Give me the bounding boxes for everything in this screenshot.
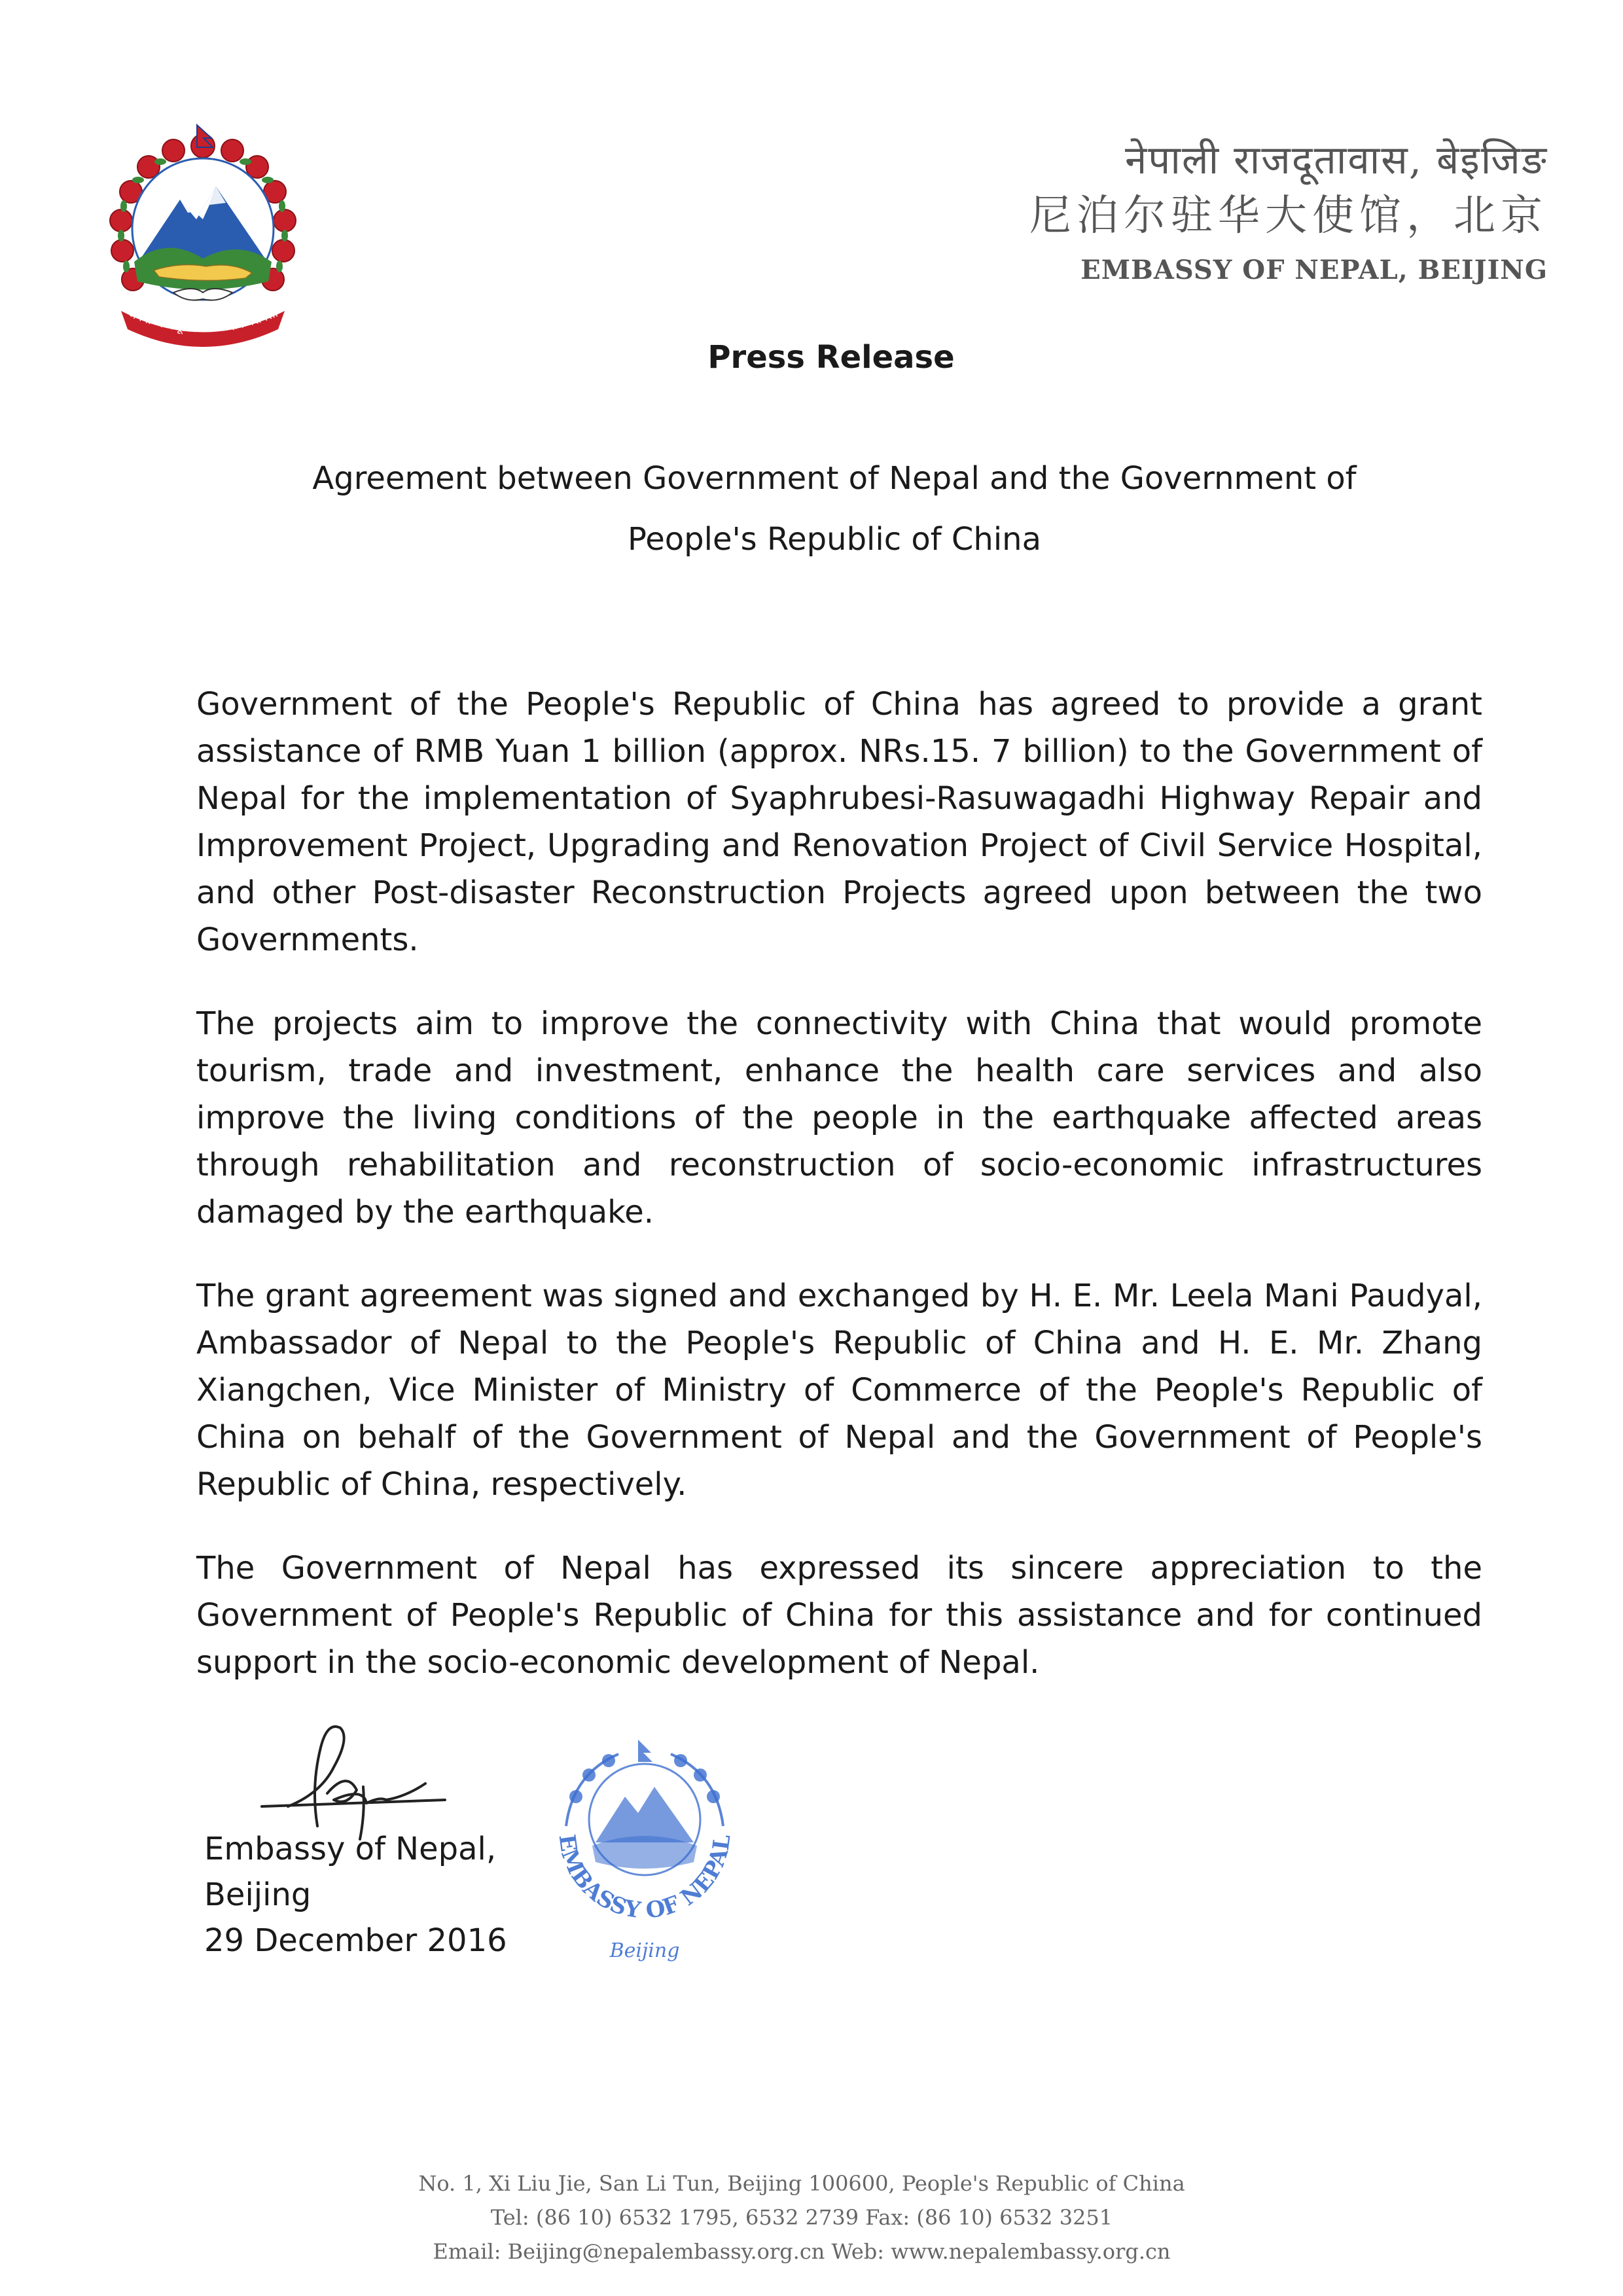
stamp-text: EMBASSY OF NEPAL <box>553 1833 736 1924</box>
footer-contact: Email: Beijing@nepalembassy.org.cn Web: www.nepalembassy.org.cn <box>433 2239 1171 2264</box>
footer <box>0 2166 1603 2269</box>
body-paragraph: The Government of Nepal has expressed its sincere appreciation to the Government of People's Republic of China for this assistance and for continued support in the socio-economic development of Nepal. <box>196 1550 1482 1681</box>
letterhead <box>1029 134 1548 290</box>
signoff-organization: Embassy of Nepal, <box>204 1831 497 1867</box>
body-paragraph: The projects aim to improve the connectivity with China that would promote tourism, trade and investment, enhance the health care services and also improve the living conditions of the people in the earthquake affected areas through rehabilitation and reconstruction of socio-economic infrastructures damaged by the earthquake. <box>196 1005 1482 1230</box>
body-paragraph: The grant agreement was signed and exchanged by H. E. Mr. Leela Mani Paudyal, Ambassador of Nepal to the People's Republic of China and H. E. Mr. Zhang Xiangchen, Vice Minister of Ministry of Commerce of the People's Republic of China on behalf of the Government of Nepal and the Government of People's Republic of China, respectively. <box>196 1278 1482 1503</box>
signoff-city: Beijing <box>204 1876 312 1913</box>
footer-address: No. 1, Xi Liu Jie, San Li Tun, Beijing 100600, People's Republic of China <box>418 2171 1185 2196</box>
press-release-heading: Press Release <box>707 339 955 376</box>
body-paragraph: Government of the People's Republic of China has agreed to provide a grant assistance of RMB Yuan 1 billion (approx. NRs.15. 7 billion) to the Government of Nepal for the implementation of Syaphrubesi-Rasuwagadhi Highway Repair and Improvement Project, Upgrading and Renovation Project of Civil Service Hospital, and other Post-disaster Reconstruction Projects agreed upon between the two Governments. <box>196 686 1482 958</box>
subject-line-2: People's Republic of China <box>628 521 1041 558</box>
subject-heading <box>249 448 1420 570</box>
stamp-city: Beijing <box>609 1939 680 1962</box>
letterhead-nepali: नेपाली राजदूतावास, बेइजिङ <box>1124 137 1548 183</box>
footer-phone: Tel: (86 10) 6532 1795, 6532 2739 Fax: (86 10) 6532 3251 <box>490 2205 1113 2230</box>
signoff-date: 29 December 2016 <box>204 1922 507 1959</box>
letterhead-english: EMBASSY OF NEPAL, BEIJING <box>1080 255 1548 285</box>
emblem-motto: जननी जन्मभूमिश्च स्वर्गादपि गरीयसी <box>126 306 280 336</box>
document-body <box>196 681 1482 1723</box>
nepal-emblem <box>82 121 324 357</box>
embassy-stamp <box>527 1734 762 1970</box>
signoff <box>204 1826 507 1964</box>
subject-line-1: Agreement between Government of Nepal and the Government of <box>312 460 1357 497</box>
letterhead-chinese: 尼泊尔驻华大使馆，北京 <box>1029 192 1548 240</box>
